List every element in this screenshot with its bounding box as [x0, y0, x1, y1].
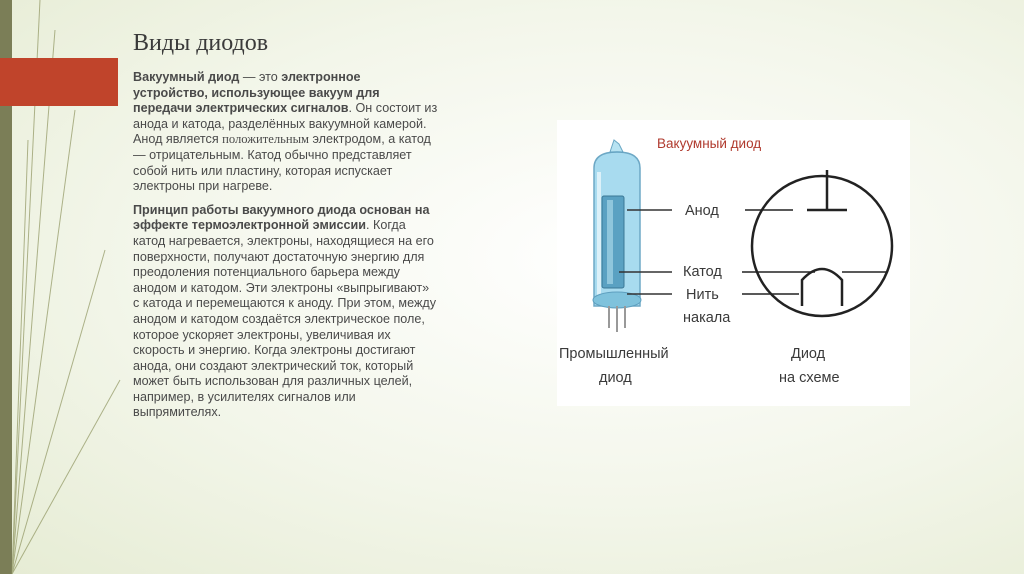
text-span: электродом, а катод — отрицательным. Катод обычно представляет собой нить или пластину, которая испускает электроны при нагреве. [133, 132, 431, 194]
label-filament-line1: Нить [686, 287, 719, 303]
industrial-diode-tube [593, 140, 641, 332]
paragraph-vacuum-diode [133, 70, 438, 195]
label-anode: Анод [685, 203, 719, 219]
vacuum-diode-illustration [557, 120, 910, 406]
body-text [133, 70, 438, 429]
text-span: . Он состоит из анода и катода, разделённых вакуумной камерой. Анод является [133, 101, 438, 147]
schematic-diode-symbol [742, 170, 892, 316]
text-span-serif: положительным [222, 132, 310, 147]
definition-bold: электронное устройство, использующее вакуум для передачи электрических сигналов [133, 70, 380, 116]
term-vacuum-diode: Вакуумный диод [133, 70, 240, 84]
label-filament-line2: накала [683, 310, 731, 326]
vacuum-diode-figure [557, 120, 910, 406]
label-schematic-line1: Диод [791, 346, 826, 362]
figure-caption: Вакуумный диод [657, 136, 762, 151]
label-industrial-line2: диод [599, 370, 632, 386]
paragraph-working-principle [133, 203, 438, 421]
principle-bold: Принцип работы вакуумного диода основан на эффекте термоэлектронной эмиссии [133, 202, 430, 233]
text-span: — это [239, 70, 282, 84]
slide-title: Виды диодов [133, 30, 269, 56]
label-industrial-line1: Промышленный [559, 346, 669, 362]
label-schematic-line2: на схеме [779, 370, 840, 386]
text-span: . Когда катод нагревается, электроны, находящиеся на его поверхности, получают достаточную энергию для преодоления потенциального барьера между анодом и катодом. Эти электроны «выпрыгивают» с катода и перемещаются к аноду. При этом, между анодом и катодом создаётся электрическое поле, которое ускоряет электроны, увеличивая их скорость и энергию. Когда электроны достигают анода, они создают электрический ток, который может быть использован для различных целей, например, в усилителях сигналов или выпрямителях. [133, 218, 437, 420]
title-accent-tab [0, 58, 118, 106]
label-cathode: Катод [683, 264, 722, 280]
